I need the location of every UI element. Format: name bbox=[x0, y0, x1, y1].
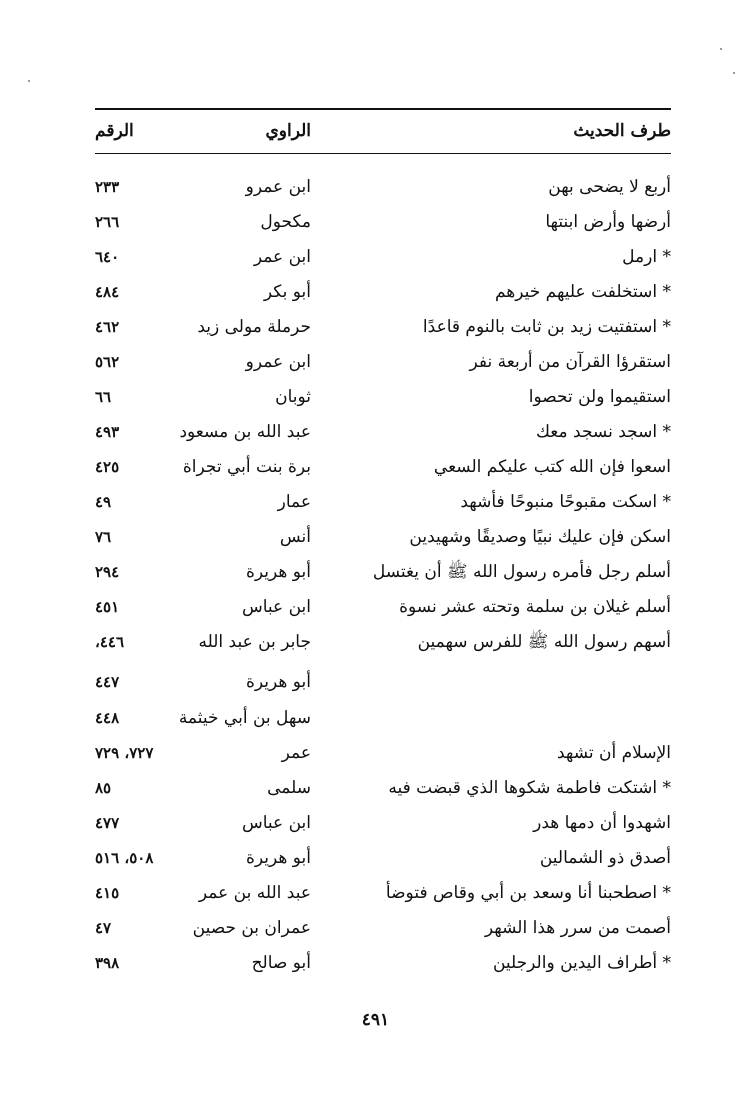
number-cell: ٤١٥ bbox=[95, 884, 120, 902]
hadith-cell: * اشتكت فاطمة شكوها الذي قبضت فيه bbox=[388, 778, 671, 798]
number-cell: ٢٩٤ bbox=[95, 563, 120, 581]
header-number: الرقم bbox=[95, 121, 134, 141]
hadith-cell: الإسلام أن تشهد bbox=[556, 743, 671, 763]
number-cell: ٤٤٨ bbox=[95, 709, 120, 727]
table-row bbox=[95, 557, 671, 587]
hadith-cell bbox=[351, 667, 671, 697]
hadith-cell: أرضها وأرض ابنتها bbox=[545, 212, 671, 232]
page-number: ٤٩١ bbox=[361, 1010, 390, 1030]
narrator-cell: عمر bbox=[281, 743, 311, 763]
table-row bbox=[95, 738, 671, 768]
narrator-cell: حرملة مولى زيد bbox=[197, 317, 311, 337]
hadith-cell: اسعوا فإن الله كتب عليكم السعي bbox=[433, 457, 671, 477]
table-row bbox=[95, 487, 671, 517]
number-cell: ٥٦٢ bbox=[95, 353, 120, 371]
hadith-cell: * اسكت مقبوحًا منبوحًا فأشهد bbox=[460, 492, 671, 512]
scan-speck bbox=[733, 72, 735, 74]
table-row bbox=[95, 452, 671, 482]
scan-speck bbox=[720, 48, 722, 50]
narrator-cell: عبد الله بن عمر bbox=[198, 883, 311, 903]
narrator-cell: برة بنت أبي تجراة bbox=[182, 457, 311, 477]
number-cell: ٤٨٤ bbox=[95, 283, 120, 301]
number-cell: ٥٠٨، ٥١٦ bbox=[95, 849, 154, 867]
narrator-cell: جابر بن عبد الله bbox=[198, 632, 311, 652]
header-rule bbox=[95, 153, 671, 154]
number-cell: ٤٧٧ bbox=[95, 814, 120, 832]
hadith-cell: اشهدوا أن دمها هدر bbox=[533, 813, 671, 833]
table-row bbox=[95, 417, 671, 447]
header-hadith: طرف الحديث bbox=[573, 121, 671, 141]
table-row bbox=[95, 878, 671, 908]
narrator-cell: أنس bbox=[279, 527, 311, 547]
table-row bbox=[95, 773, 671, 803]
hadith-cell: أسلم غيلان بن سلمة وتحته عشر نسوة bbox=[399, 597, 671, 617]
narrator-cell: ابن عمرو bbox=[245, 352, 311, 372]
narrator-cell: ابن عباس bbox=[241, 813, 311, 833]
table-row bbox=[95, 703, 671, 733]
hadith-cell bbox=[351, 703, 671, 733]
narrator-cell: أبو هريرة bbox=[245, 672, 311, 692]
hadith-cell: * استخلفت عليهم خيرهم bbox=[494, 282, 671, 302]
narrator-cell: أبو صالح bbox=[251, 953, 311, 973]
table-row bbox=[95, 347, 671, 377]
table-row bbox=[95, 667, 671, 697]
hadith-cell: استقرؤا القرآن من أربعة نفر bbox=[469, 352, 671, 372]
number-cell: ٦٤٠ bbox=[95, 248, 120, 266]
narrator-cell: عمران بن حصين bbox=[192, 918, 311, 938]
narrator-cell: ثوبان bbox=[275, 387, 311, 407]
narrator-cell: سهل بن أبي خيثمة bbox=[178, 708, 311, 728]
narrator-cell: ابن عمر bbox=[253, 247, 311, 267]
scan-speck bbox=[28, 80, 30, 82]
table-row bbox=[95, 382, 671, 412]
number-cell: ٤٦٢ bbox=[95, 318, 120, 336]
number-cell: ٤٩٣ bbox=[95, 423, 120, 441]
table-row bbox=[95, 913, 671, 943]
narrator-cell: أبو هريرة bbox=[245, 562, 311, 582]
narrator-cell: ابن عباس bbox=[241, 597, 311, 617]
hadith-cell: أسهم رسول الله ﷺ للفرس سهمين bbox=[417, 632, 671, 652]
number-cell: ٢٦٦ bbox=[95, 213, 120, 231]
table-row bbox=[95, 242, 671, 272]
number-cell: ٤٢٥ bbox=[95, 458, 120, 476]
hadith-cell: * ارمل bbox=[622, 247, 671, 267]
hadith-cell: * استفتيت زيد بن ثابت بالنوم قاعدًا bbox=[422, 317, 671, 337]
hadith-cell: أسلم رجل فأمره رسول الله ﷺ أن يغتسل bbox=[372, 562, 671, 582]
number-cell: ٤٤٦، bbox=[95, 633, 125, 651]
number-cell: ٧٢٧، ٧٢٩ bbox=[95, 744, 154, 762]
narrator-cell: مكحول bbox=[260, 212, 311, 232]
table-row bbox=[95, 843, 671, 873]
hadith-cell: استقيموا ولن تحصوا bbox=[528, 387, 671, 407]
table-row bbox=[95, 592, 671, 622]
hadith-cell: * أطراف اليدين والرجلين bbox=[492, 953, 671, 973]
hadith-cell: * اسجد نسجد معك bbox=[535, 422, 671, 442]
number-cell: ٣٩٨ bbox=[95, 954, 120, 972]
table-row bbox=[95, 312, 671, 342]
narrator-cell: أبو هريرة bbox=[245, 848, 311, 868]
top-rule bbox=[95, 108, 671, 110]
narrator-cell: أبو بكر bbox=[263, 282, 311, 302]
number-cell: ٧٦ bbox=[95, 528, 112, 546]
table-row bbox=[95, 808, 671, 838]
table-row bbox=[95, 522, 671, 552]
table-row bbox=[95, 277, 671, 307]
header-rawi: الراوي bbox=[265, 121, 311, 141]
narrator-cell: عبد الله بن مسعود bbox=[179, 422, 311, 442]
hadith-cell: أصمت من سرر هذا الشهر bbox=[484, 918, 671, 938]
narrator-cell: عمار bbox=[277, 492, 311, 512]
narrator-cell: سلمى bbox=[267, 778, 311, 798]
table-row bbox=[95, 172, 671, 202]
number-cell: ٦٦ bbox=[95, 388, 112, 406]
number-cell: ٤٧ bbox=[95, 919, 112, 937]
number-cell: ٢٣٣ bbox=[95, 178, 120, 196]
hadith-cell: * اصطحبنا أنا وسعد بن أبي وقاص فتوضأ bbox=[385, 883, 671, 903]
number-cell: ٤٥١ bbox=[95, 598, 120, 616]
number-cell: ٤٩ bbox=[95, 493, 112, 511]
number-cell: ٤٤٧ bbox=[95, 673, 120, 691]
table-row bbox=[95, 627, 671, 657]
table-row bbox=[95, 948, 671, 978]
hadith-cell: أصدق ذو الشمالين bbox=[539, 848, 671, 868]
hadith-cell: أربع لا يضحى بهن bbox=[548, 177, 671, 197]
number-cell: ٨٥ bbox=[95, 779, 112, 797]
table-header bbox=[95, 116, 671, 146]
hadith-cell: اسكن فإن عليك نبيًا وصديقًا وشهيدين bbox=[409, 527, 671, 547]
table-row bbox=[95, 207, 671, 237]
narrator-cell: ابن عمرو bbox=[245, 177, 311, 197]
